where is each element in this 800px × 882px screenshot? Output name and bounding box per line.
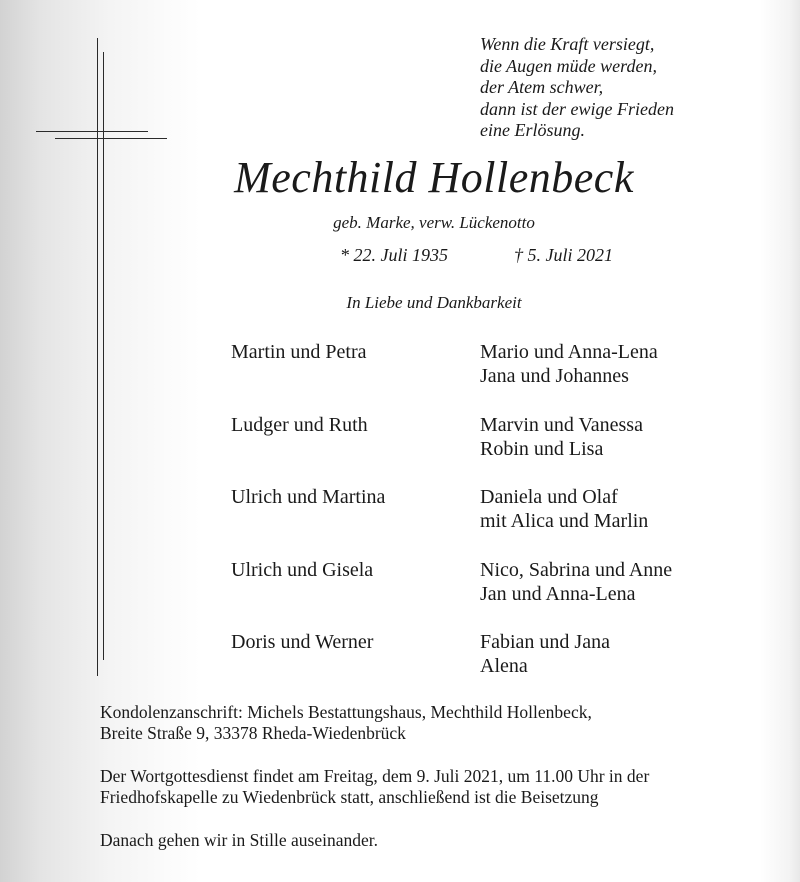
birth-date: * 22. Juli 1935: [340, 245, 448, 265]
cross-vertical-line: [103, 52, 104, 660]
poem-line: die Augen müde werden,: [480, 55, 657, 76]
family-children: [480, 340, 658, 413]
closing-note: Danach gehen wir in Stille auseinander.: [100, 830, 378, 850]
service-notice: [100, 766, 780, 808]
maiden-name: geb. Marke, verw. Lückenotto: [333, 213, 535, 232]
family-children: [480, 413, 643, 486]
dedication: In Liebe und Dankbarkeit: [346, 293, 522, 312]
family-children: [480, 630, 610, 703]
poem-line: eine Erlösung.: [480, 120, 585, 140]
service-line: Friedhofskapelle zu Wiedenbrück statt, anschließend ist die Beisetzung: [100, 787, 599, 807]
family-parents: Ulrich und Martina: [231, 486, 386, 508]
family-parents: Doris und Werner: [231, 631, 374, 653]
family-child-line: Jana und Johannes: [480, 365, 629, 387]
deceased-name: Mechthild Hollenbeck: [234, 153, 634, 202]
family-children: [480, 558, 672, 631]
family-child-line: Daniela und Olaf: [480, 486, 618, 508]
family-parents: Ulrich und Gisela: [231, 558, 374, 581]
family-row: [231, 413, 731, 486]
poem-line: der Atem schwer,: [480, 77, 604, 97]
poem-line: Wenn die Kraft versiegt,: [480, 34, 655, 54]
service-line: Der Wortgottesdienst findet am Freitag, dem 9. Juli 2021, um 11.00 Uhr in der: [100, 766, 650, 786]
condolence-line: Breite Straße 9, 33378 Rheda-Wiedenbrück: [100, 723, 406, 743]
cross-vertical-line: [97, 38, 98, 676]
family-child-line: Fabian und Jana: [480, 631, 610, 653]
condolence-line: Kondolenzanschrift: Michels Bestattungshaus, Mechthild Hollenbeck,: [100, 702, 592, 722]
family-row: [231, 630, 731, 703]
condolence-address: [100, 702, 780, 744]
death-date: † 5. Juli 2021: [514, 245, 613, 265]
family-child-line: Jan und Anna-Lena: [480, 582, 636, 605]
family-row: [231, 558, 731, 631]
cross-horizontal-line: [36, 131, 148, 132]
family-child-line: mit Alica und Marlin: [480, 510, 649, 532]
poem: [480, 34, 674, 142]
family-row: [231, 485, 731, 558]
family-child-line: Mario und Anna-Lena: [480, 341, 658, 363]
family-child-line: Robin und Lisa: [480, 437, 604, 460]
family-child-line: Nico, Sabrina und Anne: [480, 558, 673, 581]
family-row: [231, 340, 731, 413]
footer-notes: [100, 702, 780, 851]
cross-horizontal-line: [55, 138, 167, 139]
family-list: [231, 340, 731, 703]
family-child-line: Alena: [480, 655, 528, 677]
family-child-line: Marvin und Vanessa: [480, 413, 643, 436]
family-parents: Martin und Petra: [231, 341, 367, 363]
family-parents: Ludger und Ruth: [231, 413, 368, 436]
poem-line: dann ist der ewige Frieden: [480, 98, 674, 119]
family-children: [480, 485, 648, 558]
